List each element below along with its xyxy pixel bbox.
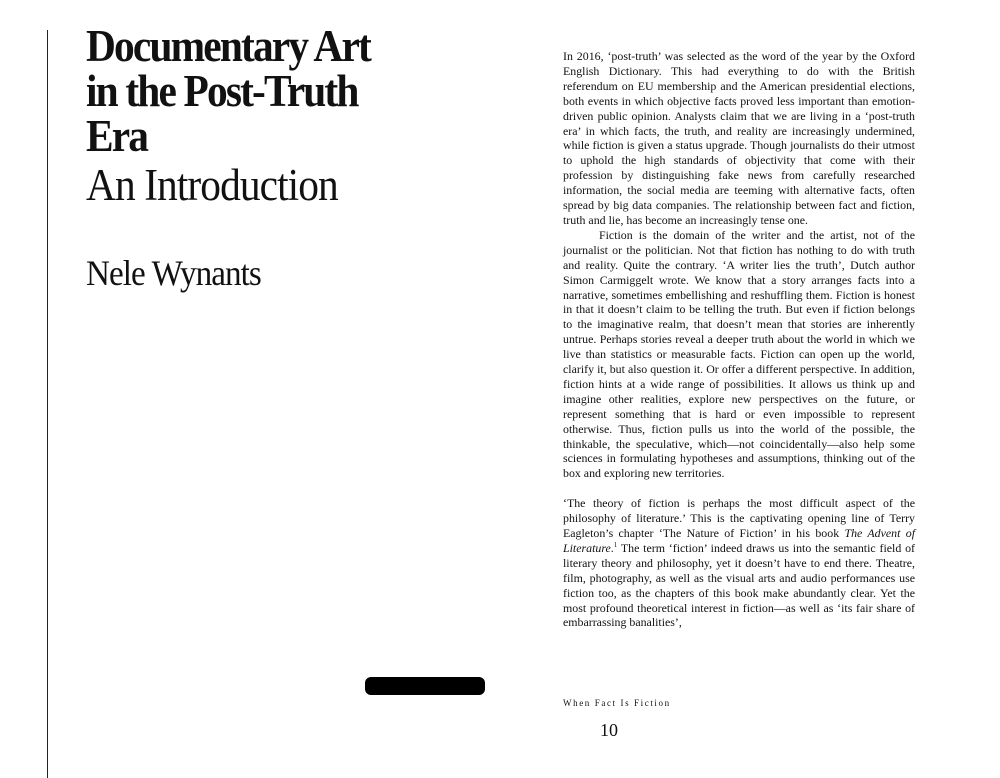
redaction-bar — [365, 677, 485, 695]
page-number: 10 — [600, 720, 618, 740]
book-title: The Advent of Literature — [563, 525, 915, 555]
chapter-author: Nele Wynants — [86, 253, 261, 293]
chapter-title-line: Documentary Art — [86, 21, 370, 71]
right-page-body — [563, 49, 915, 630]
footnote-marker[interactable]: 1 — [613, 540, 618, 549]
chapter-title-line: Era — [86, 111, 148, 161]
chapter-title — [86, 21, 454, 161]
body-paragraph — [563, 496, 915, 630]
paragraph-text: The term ‘fiction’ indeed draws us into the semantic field of literary theory and philosophy, yet it doesn’t have to end there. Theatre, film, photography, as well as the visual arts and audio performances use fiction too, as the chapters of this book make abundantly clear. Yet the most profound theoretical interest in fiction—as well as ‘its fair share of embarrassing banalities’, — [563, 540, 915, 630]
book-spine-line — [47, 30, 48, 778]
body-paragraph: Fiction is the domain of the writer and the artist, not of the journalist or the politician. Not that fiction has nothing to do with truth and reality. Quite the contrary. ‘A writer lies the truth’, Dutch author Simon Carmiggelt wrote. We know that a story arranges facts into a narrative, sometimes embellishing and reshuffling them. Fiction is honest in that it doesn’t claim to be telling the truth. But even if fiction belongs to the imaginative realm, that doesn’t mean that stories are inherently untrue. Perhaps stories reveal a deeper truth about the world in which we live than statistics or measurable facts. Fiction can open up the world, clarify it, but also question it. Or offer a different perspective. In addition, fiction hints at a wide range of possibilities. It allows us think up and imagine other realities, explore new perspectives on the future, or represent something that is hard or even impossible to represent otherwise. Thus, fiction pulls us into the world of the possible, the thinkable, the speculative, which—not coincidentally—also help some sciences in formulating hypotheses and assumptions, thinking out of the box and exploring new territories. — [563, 227, 915, 481]
paragraph-text: ‘The theory of fiction is perhaps the most difficult aspect of the philosophy of literature.’ This is the captivating opening line of Terry Eagleton’s chapter ‘The Nature of Fiction’ in his book — [563, 496, 915, 540]
paragraph-text: . — [610, 540, 614, 555]
chapter-title-line: in the Post-Truth — [86, 66, 358, 116]
left-page — [86, 21, 486, 210]
body-paragraph: In 2016, ‘post-truth’ was selected as the word of the year by the Oxford English Dictionary. This had everything to do with the British referendum on EU membership and the American presidential elections, both events in which objective facts proved less important than emotion-driven public opinion. Analysts claim that we are living in a ‘post-truth era’ in which facts, the truth, and reality are increasingly undermined, while fiction is given a status upgrade. Though journalists do their utmost to uphold the high standards of objectivity that come with their profession by distinguishing fake news from carefully researched information, the social media are teeming with alternative facts, often spread by big data companies. The relationship between fact and fiction, truth and lie, has become an increasingly tense one. — [563, 49, 915, 227]
running-footer: When Fact Is Fiction — [563, 698, 671, 708]
chapter-subtitle: An Introduction — [86, 160, 338, 210]
